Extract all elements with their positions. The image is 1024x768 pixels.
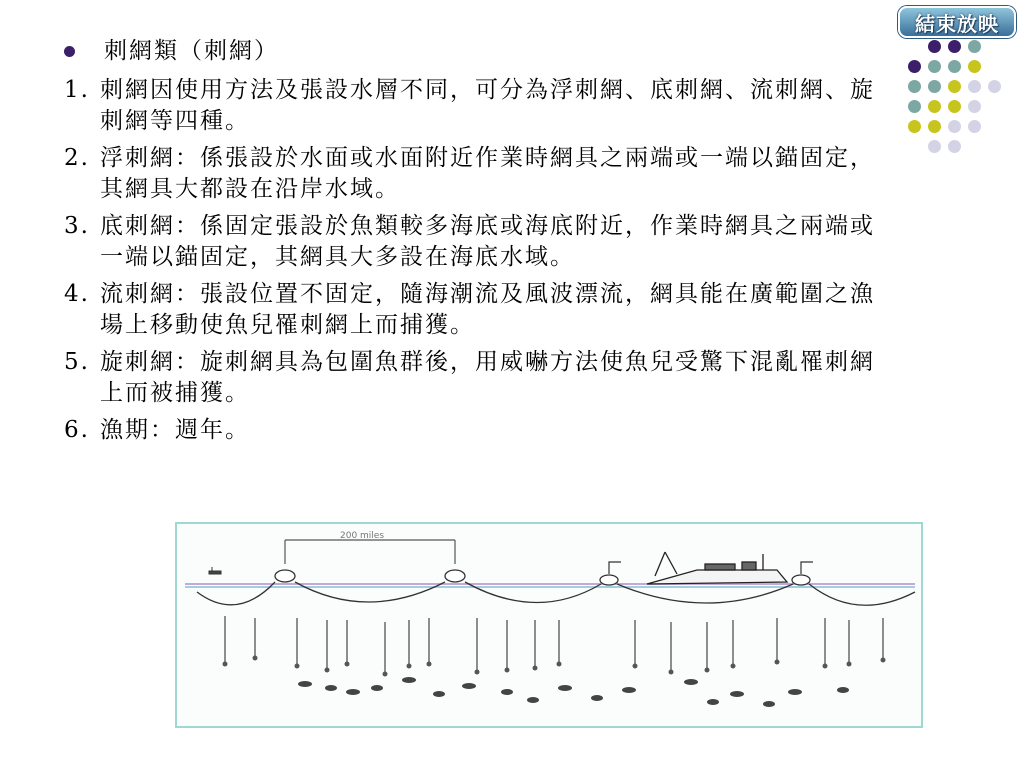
list-item [64,279,894,341]
slide-title [64,36,894,67]
net-headline [197,582,915,605]
decorative-dot [968,100,981,113]
item-text: 漁期：週年。 [100,417,250,443]
item-text: 浮刺網：係張設於水面或水面附近作業時網具之兩端或一端以錨固定，其網具大都設在沿岸水域。 [100,145,875,202]
list-item [64,211,894,273]
item-text: 旋刺網：旋刺網具為包圍魚群後，用威嚇方法使魚兒受驚下混亂罹刺網上而被捕獲。 [100,349,875,406]
fishing-vessel-icon [647,552,787,584]
decorative-dot [928,80,941,93]
item-text: 底刺網：係固定張設於魚類較多海底或海底附近，作業時網具之兩端或一端以錨固定，其網具大多設在海底水域。 [100,213,875,270]
net-droplines [225,616,883,672]
decorative-dot-grid [900,40,1020,170]
decorative-dot [948,40,961,53]
decorative-dot [928,40,941,53]
list-item [64,415,894,446]
decorative-dot [968,40,981,53]
decorative-dot [988,80,1001,93]
slide-title-text: 刺網類（刺網） [104,38,279,64]
decorative-dot [908,120,921,133]
small-boat-icon [209,567,221,574]
decorative-dot [928,140,941,153]
item-number: 3. [64,213,90,239]
item-number: 6. [64,417,90,443]
decorative-dot [908,100,921,113]
decorative-dot [968,60,981,73]
decorative-dot [928,60,941,73]
gillnet-diagram-svg [177,524,921,726]
bullet-icon [64,46,75,57]
item-text: 流刺網：張設位置不固定，隨海潮流及風波漂流，網具能在廣範圍之漁場上移動使魚兒罹刺網上而捕獲。 [100,281,875,338]
slide-content [64,36,894,452]
decorative-dot [928,100,941,113]
decorative-dot [948,120,961,133]
decorative-dot [908,80,921,93]
decorative-dot [908,60,921,73]
gillnet-diagram [175,522,923,728]
list-item [64,347,894,409]
fish-school-icon [298,677,849,707]
decorative-dot [968,120,981,133]
item-text: 刺網因使用方法及張設水層不同，可分為浮刺網、底刺網、流刺網、旋刺網等四種。 [100,77,875,134]
net-weights [223,656,886,677]
item-number: 5. [64,349,90,375]
list-item [64,75,894,137]
end-show-label: 結束放映 [915,11,999,36]
end-show-button[interactable] [898,6,1016,38]
decorative-dot [928,120,941,133]
item-number: 1. [64,77,90,103]
decorative-dot [948,100,961,113]
item-number: 2. [64,145,90,171]
item-number: 4. [64,281,90,307]
distance-label: 200 miles [340,531,385,541]
decorative-dot [968,80,981,93]
decorative-dot [948,140,961,153]
decorative-dot [948,80,961,93]
list-item [64,143,894,205]
distance-marker [285,540,455,564]
decorative-dot [948,60,961,73]
